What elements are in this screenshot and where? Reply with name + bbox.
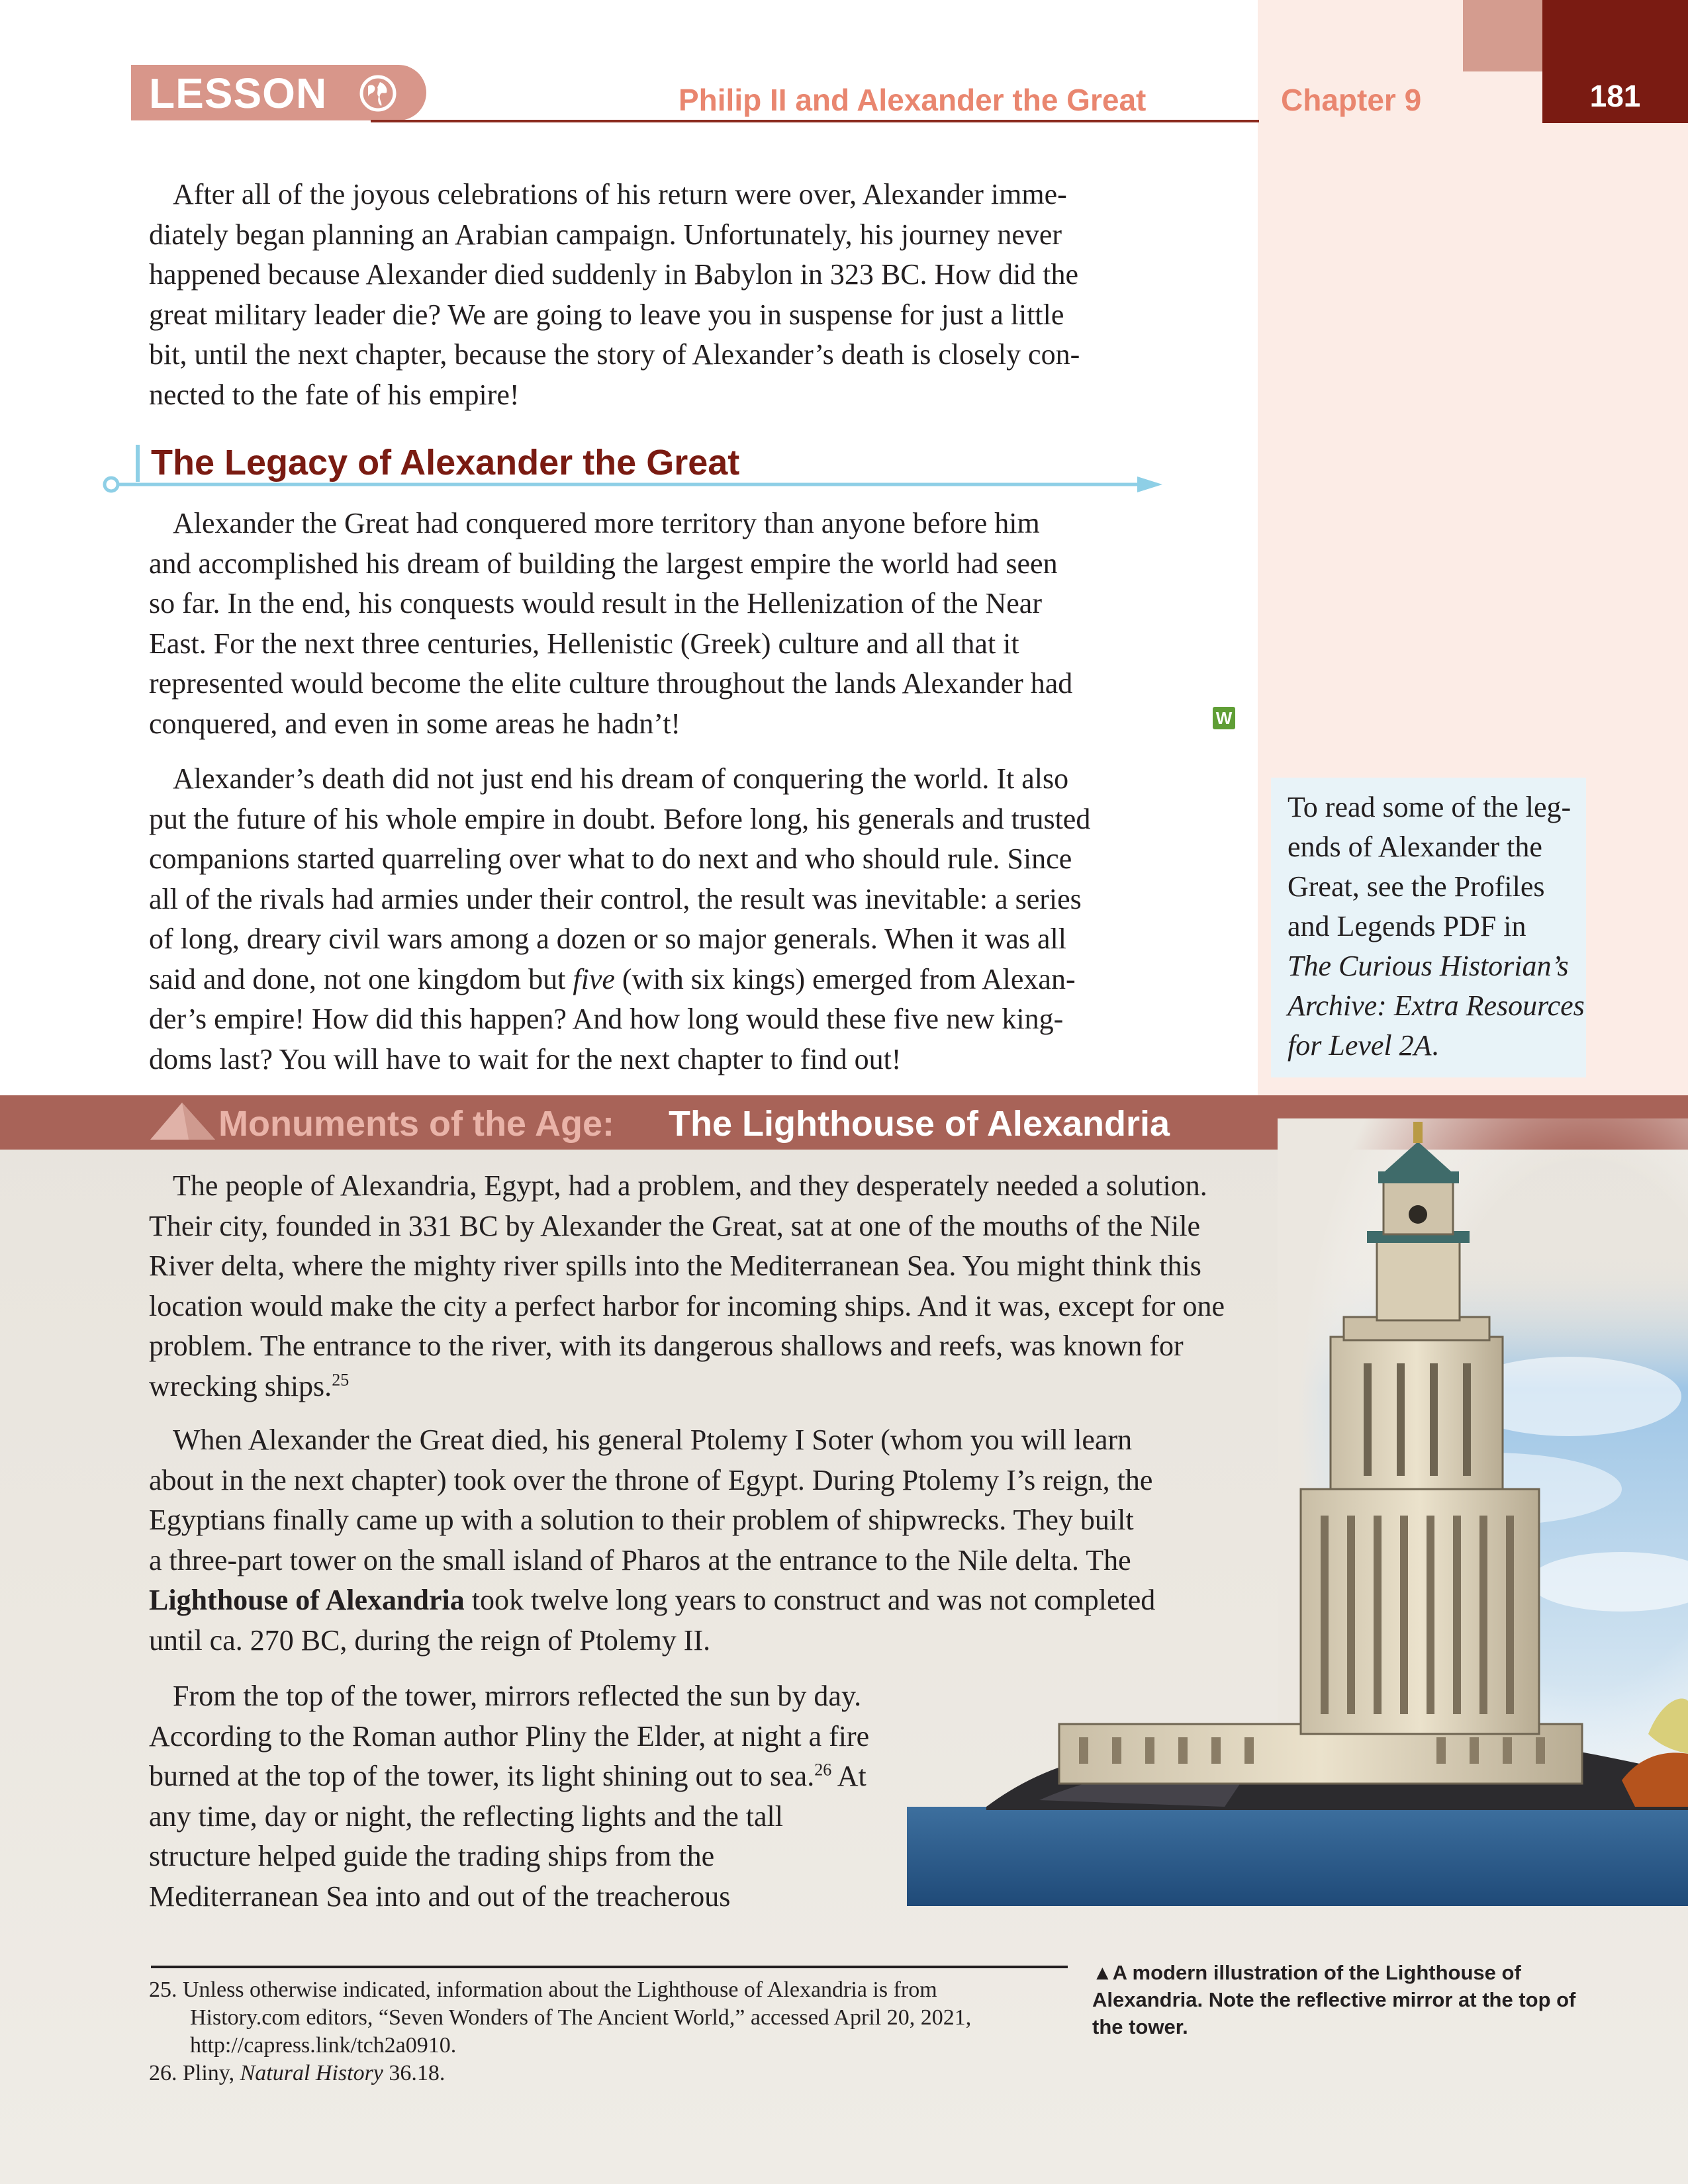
page-number: 181 — [1589, 79, 1641, 113]
text-line — [1288, 1026, 1585, 1066]
text-line — [149, 1580, 1155, 1621]
text-line: Alexander the Great had conquered more territory than anyone before him — [173, 507, 1040, 539]
w-resource-icon[interactable]: W — [1213, 707, 1235, 729]
text-run: wrecking ships. — [149, 1369, 332, 1402]
text-run: At — [831, 1760, 867, 1792]
running-title: Philip II and Alexander the Great — [679, 83, 1147, 117]
key-term: Lighthouse of Alexandria — [149, 1584, 465, 1616]
resource-title-line: The Curious Historian’s — [1288, 950, 1569, 982]
header-rule — [371, 120, 1259, 122]
text-line: of long, dreary civil wars among a dozen or so major generals. When it was all — [149, 923, 1066, 955]
text-run: 26. Pliny, — [149, 2061, 240, 2085]
text-line: structure helped guide the trading ships from the — [149, 1840, 715, 1872]
lesson-label: LESSON — [149, 69, 328, 117]
resource-title-line: Archive: Extra Resources — [1288, 989, 1585, 1022]
text-line: River delta, where the mighty river spills into the Mediterranean Sea. You might think this — [149, 1250, 1201, 1282]
text-line: all of the rivals had armies under their control, the result was inevitable: a series — [149, 882, 1082, 915]
monuments-prefix: Monuments of the Age: — [218, 1104, 614, 1144]
text-line: companions started quarreling over what to do next and who should rule. Since — [149, 842, 1072, 875]
corner-decoration — [1463, 0, 1549, 71]
text-line: Their city, founded in 331 BC by Alexander the Great, sat at one of the mouths of the Nile — [149, 1209, 1201, 1242]
text-line: diately began planning an Arabian campaign. Unfortunately, his journey never — [149, 218, 1062, 251]
monuments-title: The Lighthouse of Alexandria — [669, 1104, 1170, 1144]
footnote-ref-26[interactable]: 26 — [814, 1760, 832, 1780]
text-line: der’s empire! How did this happen? And how long would these five new king- — [149, 1003, 1064, 1035]
text-line: nected to the fate of his empire! — [149, 378, 520, 411]
footnote-25-link[interactable]: http://capress.link/tch2a0910. — [190, 2033, 457, 2058]
text-line: doms last? You will have to wait for the next chapter to find out! — [149, 1042, 902, 1075]
emphasis-text: five — [573, 962, 615, 995]
globe-icon — [359, 74, 397, 113]
text-line: problem. The entrance to the river, with its dangerous shallows and reefs, was known for — [149, 1330, 1184, 1362]
text-line: According to the Roman author Pliny the Elder, at night a fire — [149, 1719, 870, 1752]
text-line: Mediterranean Sea into and out of the treacherous — [149, 1880, 731, 1913]
text-line: ends of Alexander the — [1288, 831, 1542, 863]
text-run: took twelve long years to construct and was not completed — [464, 1584, 1156, 1616]
text-line: location would make the city a perfect harbor for incoming ships. And it was, except for one — [149, 1289, 1225, 1322]
text-line — [149, 1367, 1225, 1407]
footnote-ref-25[interactable]: 25 — [332, 1369, 350, 1389]
text-line: From the top of the tower, mirrors reflected the sun by day. — [173, 1680, 862, 1712]
text-line: represented would become the elite culture throughout the lands Alexander had — [149, 667, 1073, 700]
text-line: To read some of the leg- — [1288, 791, 1571, 823]
text-line: until ca. 270 BC, during the reign of Ptolemy II. — [149, 1623, 711, 1657]
text-line: and accomplished his dream of building the largest empire the world had seen — [149, 547, 1058, 580]
legacy-paragraph-1 — [149, 504, 1072, 744]
intro-paragraph — [149, 175, 1080, 415]
legacy-paragraph-2 — [149, 759, 1090, 1079]
text-run: burned at the top of the tower, its light shining out to sea. — [149, 1760, 815, 1792]
text-line: conquered, and even in some areas he hadn’t! — [149, 707, 681, 740]
section-heading: The Legacy of Alexander the Great — [151, 443, 740, 482]
text-line: Egyptians finally came up with a solution to their problem of shipwrecks. They built — [149, 1504, 1134, 1536]
chapter-label: Chapter 9 — [1281, 83, 1422, 117]
text-line: After all of the joyous celebrations of his return were over, Alexander imme- — [173, 178, 1067, 210]
text-line: Great, see the Profiles — [1288, 870, 1545, 903]
text-line: and Legends PDF in — [1288, 910, 1526, 942]
text-line: When Alexander the Great died, his general Ptolemy I Soter (whom you will learn — [173, 1424, 1133, 1456]
monuments-paragraph-2 — [149, 1420, 1155, 1661]
footnotes — [149, 1976, 971, 2087]
caption-line: ▲A modern illustration of the Lighthouse of — [1092, 1961, 1521, 1984]
text-line: Alexander’s death did not just end his dream of conquering the world. It also — [173, 762, 1069, 795]
text-line — [149, 960, 1090, 1000]
text-line: happened because Alexander died suddenly in Babylon in 323 BC. How did the — [149, 258, 1079, 291]
text-line: about in the next chapter) took over the throne of Egypt. During Ptolemy I’s reign, the — [149, 1463, 1153, 1496]
footnote-26-line — [149, 2060, 971, 2087]
text-line: great military leader die? We are going to leave you in suspense for just a little — [149, 298, 1064, 331]
footnote-25-line: History.com editors, “Seven Wonders of The Ancient World,” accessed April 20, 2021, — [190, 2005, 972, 2030]
caption-line: the tower. — [1092, 2015, 1188, 2038]
footnote-25-line: 25. Unless otherwise indicated, information about the Lighthouse of Alexandria is from — [149, 1978, 937, 2002]
text-line: any time, day or night, the reflecting lights and the tall — [149, 1799, 783, 1833]
text-run: said and done, not one kingdom but — [149, 962, 573, 995]
caption-line: Alexandria. Note the reflective mirror at the top of — [1092, 1988, 1576, 2011]
monuments-paragraph-3 — [149, 1676, 869, 1917]
text-run: 36.18. — [383, 2061, 445, 2085]
pyramid-icon — [149, 1101, 216, 1141]
illustration-caption — [1092, 1959, 1575, 2040]
sidebar-note — [1288, 788, 1585, 1066]
text-line: The people of Alexandria, Egypt, had a problem, and they desperately needed a solution. — [173, 1169, 1207, 1202]
text-run: . — [1431, 1029, 1439, 1062]
text-line: a three-part tower on the small island of Pharos at the entrance to the Nile delta. The — [149, 1543, 1131, 1576]
text-run: (with six kings) emerged from Alexan- — [614, 962, 1076, 995]
resource-title-line: for Level 2A — [1288, 1029, 1432, 1062]
footnote-rule — [151, 1966, 1068, 1968]
text-line: East. For the next three centuries, Hellenistic (Greek) culture and all that it — [149, 627, 1019, 660]
text-line: put the future of his whole empire in doubt. Before long, his generals and trusted — [149, 802, 1091, 835]
text-line — [149, 1756, 869, 1797]
monuments-paragraph-1 — [149, 1166, 1225, 1406]
book-title: Natural History — [240, 2061, 383, 2085]
text-line: so far. In the end, his conquests would result in the Hellenization of the Near — [149, 587, 1042, 619]
text-line: bit, until the next chapter, because the story of Alexander’s death is closely con- — [149, 338, 1080, 371]
